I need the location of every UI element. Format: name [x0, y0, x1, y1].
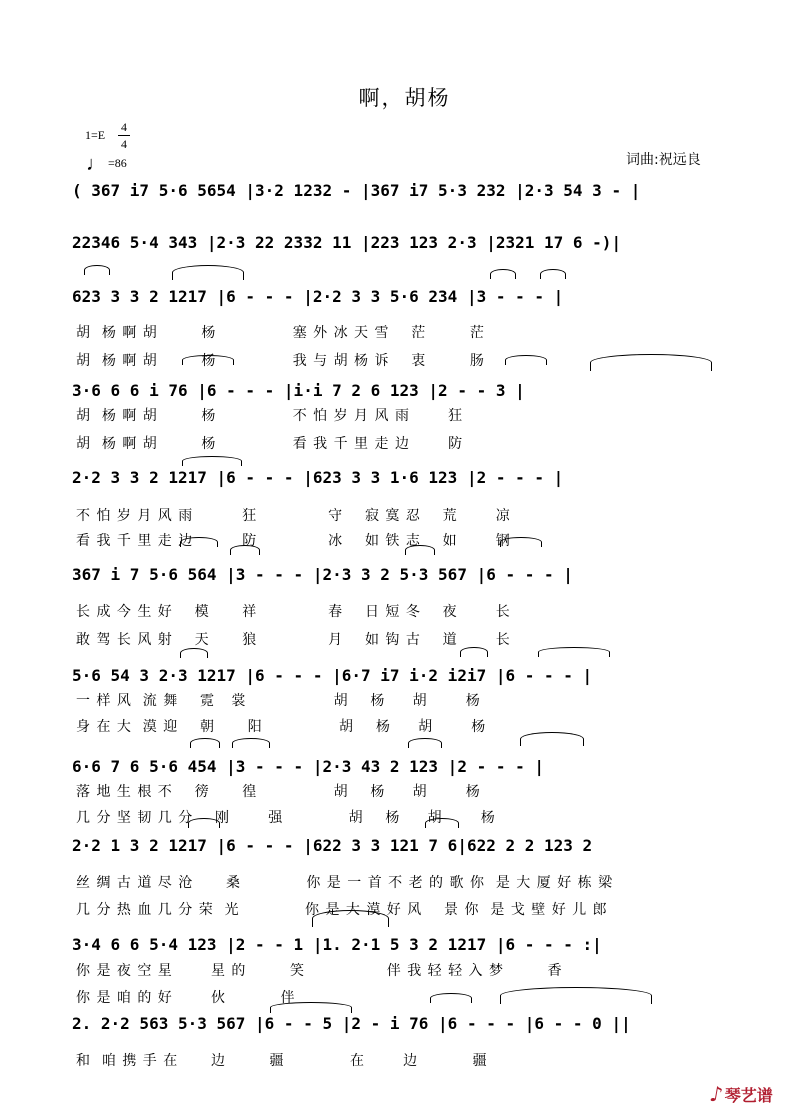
notation-text: 2·2 3 3 2 1217 |6 - - - |623 3 3 1·6 123 |2 - - - | [72, 468, 564, 487]
credit: 词曲:祝远良 [626, 152, 701, 168]
slur [180, 648, 208, 658]
lyric-line: 你 是 夜 空 星 星 的 笑 伴 我 轻 轻 入 梦 香 [76, 963, 563, 979]
slur [520, 732, 584, 746]
lyric-line: 几 分 坚 韧 几 分 刚 强 胡 杨 胡 杨 [76, 810, 496, 826]
notation-text: 22346 5·4 343 |2·3 22 2332 11 |223 123 2·3 |2321 17 6 -)| [72, 233, 622, 252]
notation-row [72, 286, 732, 308]
notation-text: 3·4 6 6 5·4 123 |2 - - 1 |1. 2·1 5 3 2 1217 |6 - - - :| [72, 935, 602, 954]
time-signature-top: 4 [121, 120, 127, 134]
slur [540, 269, 566, 279]
slur [590, 354, 712, 371]
notation-text: 2·2 1 3 2 1217 |6 - - - |622 3 3 121 7 6|622 2 2 123 2 [72, 836, 593, 855]
lyric-line: 不 怕 岁 月 风 雨 狂 守 寂 寞 忍 荒 凉 [76, 508, 511, 524]
lyric-line: 胡 杨 啊 胡 杨 塞 外 冰 天 雪 茫 茫 [76, 325, 485, 341]
slur [408, 738, 442, 748]
time-signature [118, 120, 130, 151]
notation-text: ( 367 i7 5·6 5654 |3·2 1232 - |367 i7 5·3 232 |2·3 54 3 - | [72, 181, 641, 200]
lyric-line: 长 成 今 生 好 模 祥 春 日 短 冬 夜 长 [76, 604, 511, 620]
lyric-line: 几 分 热 血 几 分 荣 光 你 是 大 漠 好 风 景 你 是 戈 壁 好 儿 郎 [76, 902, 608, 918]
slur [232, 738, 270, 748]
lyric-line: 一 样 风 流 舞 霓 裳 胡 杨 胡 杨 [76, 693, 481, 709]
notation-row [72, 564, 732, 586]
lyric-line: 丝 绸 古 道 尽 沧 桑 你 是 一 首 不 老 的 歌 你 是 大 厦 好 栋 梁 [76, 875, 614, 891]
tempo-value: =86 [108, 156, 127, 170]
notation-row [72, 1013, 732, 1035]
watermark-text: 琴艺谱 [724, 1086, 773, 1105]
tempo-marking [86, 150, 127, 173]
notation-text: 623 3 3 2 1217 |6 - - - |2·2 3 3 5·6 234 |3 - - - | [72, 287, 564, 306]
lyric-line: 胡 杨 啊 胡 杨 看 我 千 里 走 边 防 [76, 436, 464, 452]
notation-row [72, 180, 732, 202]
time-signature-bottom: 4 [121, 137, 127, 151]
notation-text: 2. 2·2 563 5·3 567 |6 - - 5 |2 - i 76 |6 - - - |6 - - 0 || [72, 1014, 631, 1033]
slur [190, 738, 220, 748]
notation-row [72, 232, 732, 254]
slur [430, 993, 472, 1003]
notation-row [72, 934, 732, 956]
lyric-line: 和 咱 携 手 在 边 疆 在 边 疆 [76, 1053, 488, 1069]
slur [84, 265, 110, 275]
slur [505, 355, 547, 365]
lyric-line: 胡 杨 啊 胡 杨 不 怕 岁 月 风 雨 狂 [76, 408, 464, 424]
lyric-line: 胡 杨 啊 胡 杨 我 与 胡 杨 诉 衷 肠 [76, 353, 485, 369]
key-signature: 1=E [85, 128, 106, 142]
notation-row [72, 835, 732, 857]
lyric-line: 身 在 大 漠 迎 朝 阳 胡 杨 胡 杨 [76, 719, 487, 735]
notation-row [72, 380, 732, 402]
notation-text: 3·6 6 6 i 76 |6 - - - |i·i 7 2 6 123 |2 - - 3 | [72, 381, 525, 400]
slur [172, 265, 244, 280]
slur [500, 987, 652, 1004]
notation-text: 367 i 7 5·6 564 |3 - - - |2·3 3 2 5·3 567 |6 - - - | [72, 565, 573, 584]
lyric-line: 你 是 咱 的 好 伙 伴 [76, 990, 296, 1006]
time-signature-line [118, 135, 130, 136]
lyric-line: 看 我 千 里 走 边 防 冰 如 铁 志 如 钢 [76, 533, 511, 549]
slur [490, 269, 516, 279]
music-logo-icon: ♪ [707, 1082, 725, 1106]
notation-row [72, 665, 732, 687]
notation-text: 5·6 54 3 2·3 1217 |6 - - - |6·7 i7 i·2 i2i7 |6 - - - | [72, 666, 593, 685]
lyric-line: 敢 驾 长 风 射 天 狼 月 如 钩 古 道 长 [76, 632, 511, 648]
slur [538, 647, 610, 657]
quarter-note-icon: ♩ [86, 153, 106, 175]
notation-text: 6·6 7 6 5·6 454 |3 - - - |2·3 43 2 123 |2 - - - | [72, 757, 545, 776]
watermark-logo [707, 1082, 773, 1106]
notation-row [72, 467, 732, 489]
lyric-line: 落 地 生 根 不 徬 徨 胡 杨 胡 杨 [76, 784, 481, 800]
slur [182, 456, 242, 466]
page-title: 啊，胡杨 [358, 86, 451, 110]
notation-row [72, 756, 732, 778]
